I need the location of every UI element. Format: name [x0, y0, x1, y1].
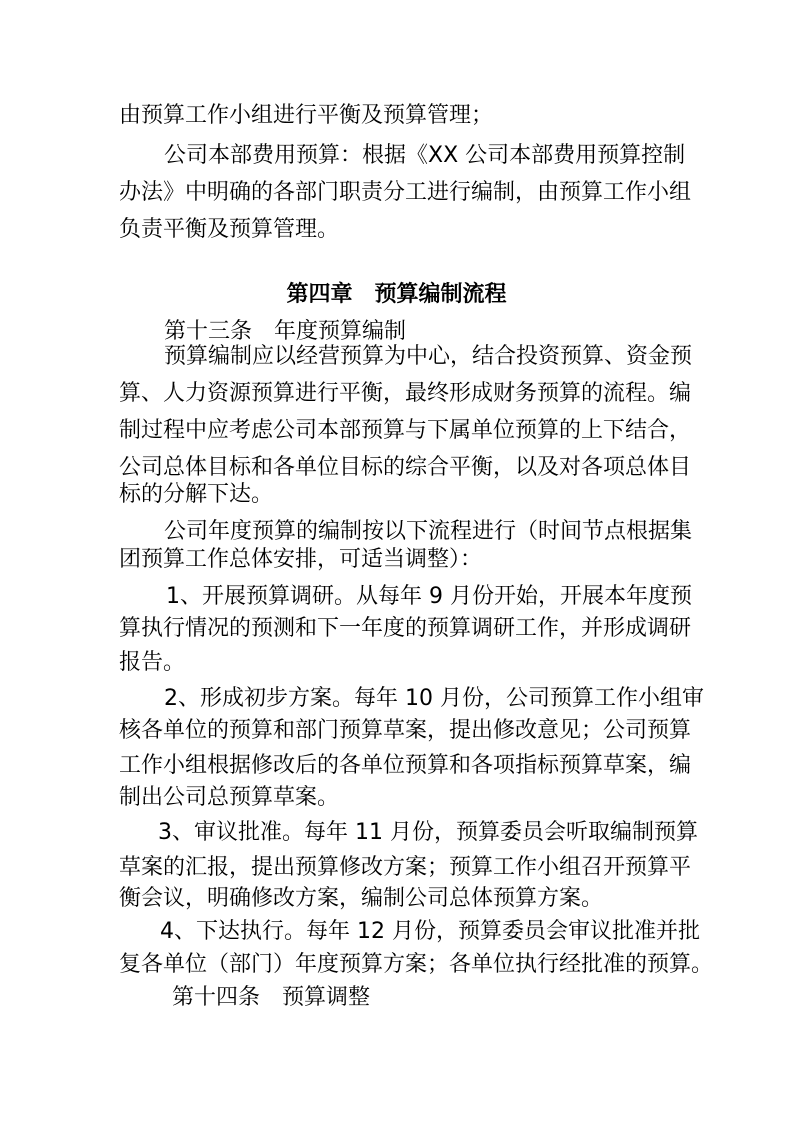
- para1-line-1: 预算编制应以经营预算为中心，结合投资预算、资金预: [164, 344, 693, 369]
- step1-line-2: 算执行情况的预测和下一年度的预算调研工作，并形成调研: [119, 616, 692, 641]
- intro-line-4: 负责平衡及预算管理。: [119, 217, 340, 242]
- article13-title: 第十三条 年度预算编制: [164, 319, 407, 344]
- step4-line-2: 复各单位（部门）年度预算方案；各单位执行经批准的预算。: [119, 952, 714, 977]
- step2-line-4: 制出公司总预算草案。: [119, 785, 340, 810]
- step1-line-3: 报告。: [119, 650, 186, 675]
- step1-line-1: 1、开展预算调研。从每年 9 月份开始，开展本年度预: [166, 584, 692, 609]
- intro-line-3: 办法》中明确的各部门职责分工进行编制，由预算工作小组: [119, 180, 692, 205]
- step3-line-2: 草案的汇报，提出预算修改方案；预算工作小组召开预算平: [119, 855, 692, 880]
- para2-line-2: 团预算工作总体安排，可适当调整）：: [119, 547, 483, 572]
- para1-line-3: 制过程中应考虑公司本部预算与下属单位预算的上下结合，: [119, 418, 692, 443]
- step2-line-2: 核各单位的预算和部门预算草案，提出修改意见；公司预算: [119, 718, 692, 743]
- step3-line-3: 衡会议，明确修改方案，编制公司总体预算方案。: [119, 886, 604, 911]
- para2-line-1: 公司年度预算的编制按以下流程进行（时间节点根据集: [164, 519, 693, 544]
- para1-line-5: 标的分解下达。: [119, 482, 274, 507]
- intro-line-2: 公司本部费用预算：根据《XX 公司本部费用预算控制: [164, 143, 686, 168]
- para1-line-2: 算、人力资源预算进行平衡，最终形成财务预算的流程。编: [119, 381, 692, 406]
- para1-line-4: 公司总体目标和各单位目标的综合平衡，以及对各项总体目: [119, 455, 692, 480]
- intro-line-1: 由预算工作小组进行平衡及预算管理；: [119, 103, 494, 128]
- step2-line-1: 2、形成初步方案。每年 10 月份，公司预算工作小组审: [164, 686, 704, 711]
- article14-title: 第十四条 预算调整: [172, 985, 371, 1010]
- step4-line-1: 4、下达执行。每年 12 月份，预算委员会审议批准并批: [160, 919, 700, 944]
- step2-line-3: 工作小组根据修改后的各单位预算和各项指标预算草案，编: [119, 753, 692, 778]
- step3-line-1: 3、审议批准。每年 11 月份，预算委员会听取编制预算: [158, 820, 698, 845]
- chapter-heading: 第四章 预算编制流程: [286, 282, 507, 307]
